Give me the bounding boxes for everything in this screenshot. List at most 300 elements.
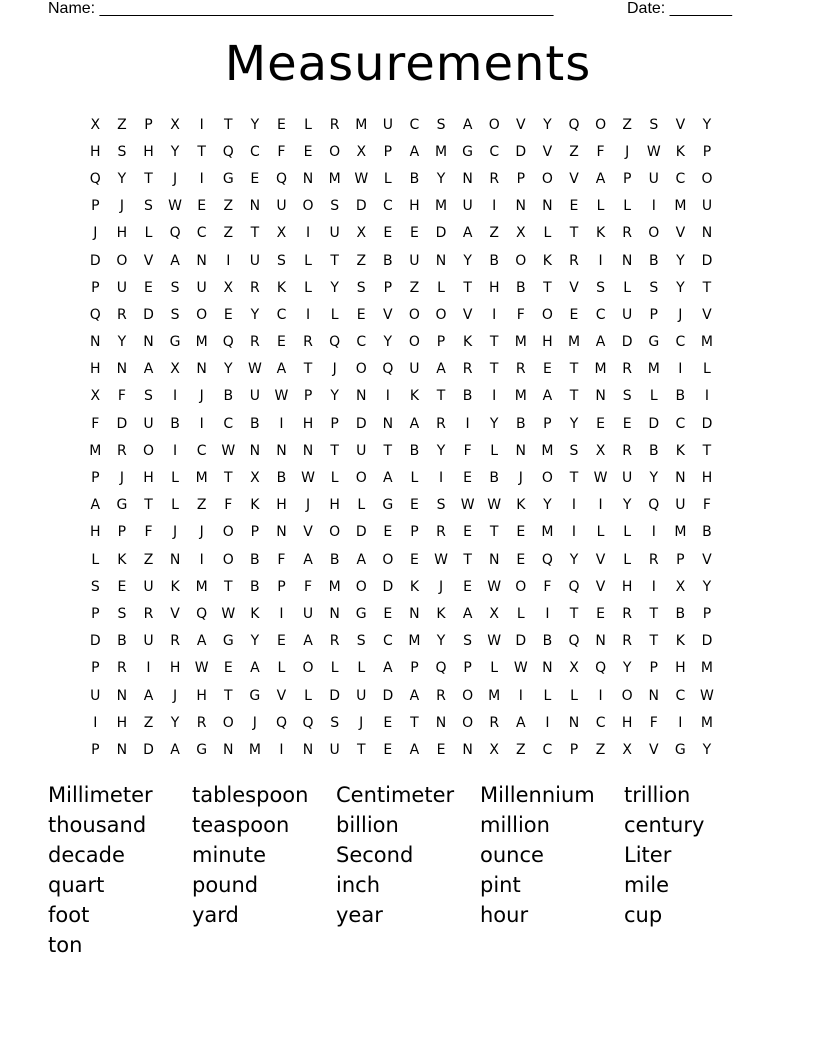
grid-letter[interactable]: B: [489, 470, 499, 487]
grid-letter[interactable]: Q: [568, 578, 580, 595]
grid-letter[interactable]: E: [463, 524, 473, 541]
grid-letter[interactable]: C: [675, 687, 686, 704]
grid-letter[interactable]: O: [408, 334, 420, 351]
grid-letter[interactable]: O: [222, 714, 234, 731]
grid-letter[interactable]: N: [435, 252, 447, 269]
grid-letter[interactable]: S: [144, 388, 153, 405]
grid-letter[interactable]: A: [409, 741, 420, 758]
grid-letter[interactable]: B: [276, 470, 287, 487]
grid-letter[interactable]: I: [651, 578, 656, 595]
grid-letter[interactable]: O: [488, 116, 500, 133]
grid-letter[interactable]: G: [462, 143, 474, 160]
grid-letter[interactable]: T: [489, 334, 499, 351]
grid-letter[interactable]: C: [542, 741, 553, 758]
grid-letter[interactable]: I: [704, 388, 710, 405]
grid-letter[interactable]: E: [277, 633, 286, 650]
grid-letter[interactable]: P: [702, 143, 712, 160]
grid-letter[interactable]: N: [648, 687, 659, 704]
grid-letter[interactable]: X: [489, 741, 499, 758]
grid-letter[interactable]: M: [567, 334, 581, 351]
grid-letter[interactable]: F: [304, 578, 313, 595]
grid-letter[interactable]: U: [302, 605, 314, 622]
grid-letter[interactable]: L: [543, 225, 552, 242]
grid-letter[interactable]: K: [250, 605, 260, 622]
grid-letter[interactable]: C: [382, 633, 393, 650]
grid-letter[interactable]: O: [142, 442, 154, 459]
grid-letter[interactable]: P: [91, 605, 100, 622]
grid-letter[interactable]: S: [117, 605, 127, 622]
grid-letter[interactable]: J: [359, 714, 364, 731]
grid-letter[interactable]: I: [492, 388, 497, 405]
grid-letter[interactable]: R: [329, 633, 340, 650]
grid-letter[interactable]: G: [355, 605, 367, 622]
grid-letter[interactable]: N: [675, 470, 686, 487]
grid-letter[interactable]: O: [541, 306, 553, 323]
grid-letter[interactable]: E: [250, 170, 260, 187]
grid-letter[interactable]: P: [144, 116, 153, 133]
grid-letter[interactable]: T: [356, 741, 366, 758]
grid-letter[interactable]: M: [488, 687, 501, 704]
grid-letter[interactable]: U: [143, 415, 154, 432]
grid-letter[interactable]: W: [487, 633, 502, 650]
grid-letter[interactable]: P: [463, 660, 472, 677]
grid-letter[interactable]: I: [465, 415, 470, 432]
grid-letter[interactable]: G: [196, 741, 208, 758]
grid-letter[interactable]: E: [223, 660, 233, 677]
grid-letter[interactable]: L: [623, 198, 632, 215]
grid-letter[interactable]: Q: [382, 361, 394, 378]
grid-letter[interactable]: E: [144, 279, 153, 296]
grid-letter[interactable]: K: [170, 578, 180, 595]
grid-letter[interactable]: P: [649, 660, 658, 677]
grid-letter[interactable]: Y: [543, 116, 552, 133]
grid-letter[interactable]: L: [304, 687, 312, 704]
grid-letter[interactable]: O: [462, 687, 474, 704]
grid-letter[interactable]: D: [355, 415, 367, 432]
grid-letter[interactable]: B: [702, 524, 712, 541]
grid-letter[interactable]: Z: [409, 279, 420, 296]
grid-letter[interactable]: B: [170, 415, 180, 432]
grid-letter[interactable]: B: [250, 578, 260, 595]
grid-letter[interactable]: L: [330, 660, 339, 677]
grid-letter[interactable]: M: [248, 741, 261, 758]
grid-letter[interactable]: P: [702, 605, 712, 622]
grid-letter[interactable]: I: [492, 306, 497, 323]
grid-letter[interactable]: N: [621, 252, 633, 269]
grid-letter[interactable]: N: [595, 388, 606, 405]
grid-letter[interactable]: O: [648, 225, 660, 242]
grid-letter[interactable]: C: [675, 170, 686, 187]
grid-letter[interactable]: D: [355, 198, 367, 215]
grid-letter[interactable]: Q: [89, 170, 101, 187]
grid-letter[interactable]: O: [595, 116, 607, 133]
grid-letter[interactable]: A: [516, 714, 526, 731]
grid-letter[interactable]: Z: [356, 252, 367, 269]
grid-letter[interactable]: A: [462, 225, 473, 242]
grid-letter[interactable]: L: [623, 279, 632, 296]
grid-letter[interactable]: G: [249, 687, 261, 704]
grid-letter[interactable]: M: [328, 578, 341, 595]
grid-letter[interactable]: B: [329, 551, 340, 568]
grid-letter[interactable]: K: [276, 279, 287, 296]
grid-letter[interactable]: E: [383, 225, 393, 242]
grid-letter[interactable]: R: [143, 605, 154, 622]
grid-letter[interactable]: N: [329, 605, 340, 622]
grid-letter[interactable]: R: [249, 334, 260, 351]
grid-letter[interactable]: A: [90, 497, 101, 514]
grid-letter[interactable]: R: [117, 660, 127, 677]
grid-letter[interactable]: J: [518, 470, 523, 487]
grid-letter[interactable]: I: [385, 388, 390, 405]
grid-letter[interactable]: N: [116, 361, 128, 378]
grid-letter[interactable]: I: [226, 252, 231, 269]
grid-letter[interactable]: M: [89, 442, 102, 459]
grid-letter[interactable]: Y: [676, 279, 685, 296]
grid-letter[interactable]: V: [303, 524, 313, 541]
grid-letter[interactable]: G: [222, 633, 234, 650]
grid-letter[interactable]: B: [675, 605, 686, 622]
grid-letter[interactable]: W: [487, 578, 502, 595]
grid-letter[interactable]: T: [649, 605, 659, 622]
grid-letter[interactable]: H: [701, 470, 713, 487]
grid-letter[interactable]: Y: [330, 279, 339, 296]
grid-letter[interactable]: I: [571, 524, 577, 541]
grid-letter[interactable]: P: [383, 279, 393, 296]
grid-letter[interactable]: Z: [196, 497, 207, 514]
grid-letter[interactable]: S: [277, 252, 286, 269]
grid-letter[interactable]: L: [304, 252, 312, 269]
grid-letter[interactable]: K: [675, 143, 685, 160]
grid-letter[interactable]: T: [702, 442, 712, 459]
grid-letter[interactable]: M: [700, 660, 713, 677]
grid-letter[interactable]: M: [195, 578, 208, 595]
grid-letter[interactable]: Y: [702, 578, 712, 595]
grid-letter[interactable]: B: [515, 279, 526, 296]
grid-letter[interactable]: Z: [622, 116, 632, 133]
grid-letter[interactable]: F: [649, 714, 658, 731]
grid-letter[interactable]: I: [678, 361, 683, 378]
grid-letter[interactable]: E: [356, 306, 366, 323]
grid-letter[interactable]: S: [170, 306, 180, 323]
grid-letter[interactable]: R: [436, 415, 446, 432]
grid-letter[interactable]: B: [675, 388, 686, 405]
grid-letter[interactable]: O: [515, 578, 527, 595]
grid-letter[interactable]: N: [488, 551, 500, 568]
grid-letter[interactable]: K: [516, 497, 526, 514]
grid-letter[interactable]: M: [700, 714, 713, 731]
grid-letter[interactable]: A: [276, 361, 287, 378]
grid-letter[interactable]: J: [173, 687, 178, 704]
grid-letter[interactable]: B: [648, 252, 659, 269]
grid-letter[interactable]: S: [117, 143, 127, 160]
grid-letter[interactable]: E: [277, 116, 286, 133]
grid-letter[interactable]: I: [279, 741, 284, 758]
grid-letter[interactable]: Q: [169, 225, 181, 242]
grid-letter[interactable]: T: [569, 470, 579, 487]
grid-letter[interactable]: E: [303, 143, 313, 160]
grid-letter[interactable]: J: [625, 143, 630, 160]
grid-letter[interactable]: L: [623, 524, 632, 541]
grid-letter[interactable]: A: [170, 741, 180, 758]
grid-letter[interactable]: R: [462, 361, 473, 378]
grid-letter[interactable]: T: [223, 470, 233, 487]
grid-letter[interactable]: E: [569, 198, 579, 215]
grid-letter[interactable]: R: [569, 252, 579, 269]
grid-letter[interactable]: I: [199, 551, 204, 568]
grid-letter[interactable]: J: [173, 170, 178, 187]
grid-letter[interactable]: T: [223, 687, 233, 704]
grid-letter[interactable]: T: [144, 497, 153, 514]
grid-letter[interactable]: T: [463, 279, 472, 296]
grid-letter[interactable]: E: [117, 578, 127, 595]
grid-letter[interactable]: H: [90, 361, 101, 378]
grid-letter[interactable]: C: [196, 442, 207, 459]
grid-letter[interactable]: I: [598, 687, 603, 704]
grid-letter[interactable]: M: [514, 334, 527, 351]
grid-letter[interactable]: U: [356, 442, 367, 459]
grid-letter[interactable]: L: [304, 116, 312, 133]
grid-letter[interactable]: L: [490, 660, 499, 677]
grid-letter[interactable]: S: [463, 633, 473, 650]
grid-letter[interactable]: P: [410, 524, 419, 541]
grid-letter[interactable]: A: [462, 116, 473, 133]
grid-letter[interactable]: N: [143, 334, 154, 351]
grid-letter[interactable]: F: [596, 143, 605, 160]
grid-letter[interactable]: N: [276, 442, 287, 459]
grid-letter[interactable]: I: [173, 442, 178, 459]
grid-letter[interactable]: C: [675, 415, 686, 432]
grid-letter[interactable]: V: [648, 741, 659, 758]
grid-letter[interactable]: Y: [117, 170, 127, 187]
grid-letter[interactable]: C: [409, 116, 420, 133]
grid-letter[interactable]: P: [543, 415, 552, 432]
grid-letter[interactable]: M: [434, 143, 448, 160]
grid-letter[interactable]: O: [355, 361, 367, 378]
grid-letter[interactable]: L: [383, 170, 392, 187]
grid-letter[interactable]: H: [621, 578, 633, 595]
grid-letter[interactable]: G: [222, 170, 234, 187]
grid-letter[interactable]: R: [622, 605, 633, 622]
grid-letter[interactable]: H: [675, 660, 686, 677]
grid-letter[interactable]: R: [117, 442, 127, 459]
grid-letter[interactable]: C: [276, 306, 287, 323]
grid-letter[interactable]: I: [492, 198, 497, 215]
grid-letter[interactable]: W: [274, 388, 289, 405]
grid-letter[interactable]: D: [89, 633, 101, 650]
grid-letter[interactable]: C: [249, 143, 260, 160]
grid-letter[interactable]: S: [622, 388, 632, 405]
grid-letter[interactable]: Q: [275, 170, 287, 187]
grid-letter[interactable]: I: [545, 605, 550, 622]
grid-letter[interactable]: W: [460, 497, 475, 514]
grid-letter[interactable]: T: [489, 524, 499, 541]
grid-letter[interactable]: C: [223, 415, 234, 432]
grid-letter[interactable]: B: [648, 442, 659, 459]
grid-letter[interactable]: U: [143, 633, 154, 650]
grid-letter[interactable]: E: [383, 524, 393, 541]
grid-letter[interactable]: W: [513, 660, 528, 677]
grid-letter[interactable]: M: [674, 524, 687, 541]
grid-letter[interactable]: P: [569, 741, 579, 758]
grid-letter[interactable]: Y: [436, 170, 446, 187]
grid-letter[interactable]: R: [249, 279, 260, 296]
grid-letter[interactable]: O: [302, 660, 314, 677]
grid-letter[interactable]: E: [409, 497, 419, 514]
grid-letter[interactable]: E: [197, 198, 207, 215]
grid-letter[interactable]: U: [409, 252, 420, 269]
grid-letter[interactable]: C: [196, 225, 207, 242]
grid-letter[interactable]: E: [463, 578, 473, 595]
grid-letter[interactable]: P: [117, 524, 127, 541]
grid-letter[interactable]: S: [596, 279, 606, 296]
grid-letter[interactable]: L: [649, 388, 658, 405]
grid-letter[interactable]: N: [462, 741, 473, 758]
grid-letter[interactable]: A: [303, 551, 313, 568]
grid-letter[interactable]: E: [596, 415, 605, 432]
grid-letter[interactable]: A: [250, 660, 260, 677]
grid-letter[interactable]: P: [91, 279, 100, 296]
grid-letter[interactable]: E: [277, 334, 286, 351]
grid-letter[interactable]: E: [516, 524, 526, 541]
grid-letter[interactable]: I: [598, 497, 603, 514]
grid-letter[interactable]: L: [490, 442, 499, 459]
grid-letter[interactable]: Y: [676, 252, 685, 269]
grid-letter[interactable]: N: [542, 198, 553, 215]
grid-letter[interactable]: Q: [275, 714, 287, 731]
grid-letter[interactable]: I: [93, 714, 98, 731]
grid-letter[interactable]: K: [463, 334, 473, 351]
grid-letter[interactable]: S: [436, 497, 446, 514]
grid-letter[interactable]: I: [545, 714, 550, 731]
grid-letter[interactable]: V: [542, 143, 553, 160]
grid-letter[interactable]: J: [305, 497, 311, 514]
grid-letter[interactable]: I: [651, 198, 656, 215]
grid-letter[interactable]: C: [489, 143, 500, 160]
grid-letter[interactable]: U: [356, 687, 367, 704]
grid-letter[interactable]: X: [595, 442, 606, 459]
grid-letter[interactable]: U: [249, 388, 260, 405]
grid-letter[interactable]: K: [675, 633, 685, 650]
grid-letter[interactable]: L: [357, 660, 366, 677]
grid-letter[interactable]: M: [514, 388, 527, 405]
grid-letter[interactable]: B: [223, 388, 234, 405]
grid-letter[interactable]: S: [649, 279, 659, 296]
grid-letter[interactable]: E: [409, 551, 419, 568]
grid-letter[interactable]: T: [543, 279, 552, 296]
grid-letter[interactable]: F: [277, 551, 286, 568]
grid-letter[interactable]: A: [143, 687, 154, 704]
grid-letter[interactable]: A: [383, 470, 393, 487]
grid-letter[interactable]: L: [623, 551, 632, 568]
grid-letter[interactable]: B: [542, 633, 553, 650]
grid-letter[interactable]: O: [621, 687, 633, 704]
grid-letter[interactable]: I: [518, 687, 523, 704]
grid-letter[interactable]: G: [116, 497, 128, 514]
grid-letter[interactable]: L: [437, 279, 445, 296]
grid-letter[interactable]: H: [542, 334, 553, 351]
grid-letter[interactable]: R: [489, 170, 500, 187]
grid-letter[interactable]: X: [90, 116, 101, 133]
grid-letter[interactable]: M: [195, 470, 208, 487]
grid-letter[interactable]: H: [409, 198, 420, 215]
grid-letter[interactable]: W: [354, 170, 369, 187]
grid-letter[interactable]: H: [196, 687, 207, 704]
grid-letter[interactable]: P: [303, 388, 313, 405]
grid-letter[interactable]: P: [250, 524, 260, 541]
grid-letter[interactable]: M: [408, 633, 421, 650]
grid-letter[interactable]: Y: [250, 306, 260, 323]
grid-letter[interactable]: O: [382, 551, 394, 568]
grid-letter[interactable]: O: [541, 170, 553, 187]
grid-letter[interactable]: U: [382, 116, 393, 133]
grid-letter[interactable]: L: [91, 551, 100, 568]
grid-letter[interactable]: A: [409, 143, 420, 160]
grid-letter[interactable]: R: [648, 551, 659, 568]
grid-letter[interactable]: T: [223, 116, 233, 133]
grid-letter[interactable]: C: [595, 714, 606, 731]
grid-letter[interactable]: T: [410, 714, 419, 731]
grid-letter[interactable]: D: [329, 687, 341, 704]
grid-letter[interactable]: O: [222, 524, 234, 541]
grid-letter[interactable]: I: [571, 497, 577, 514]
grid-letter[interactable]: S: [649, 116, 659, 133]
grid-letter[interactable]: F: [277, 143, 286, 160]
grid-letter[interactable]: X: [276, 225, 287, 242]
grid-letter[interactable]: D: [701, 633, 713, 650]
grid-letter[interactable]: N: [116, 687, 128, 704]
grid-letter[interactable]: V: [462, 306, 473, 323]
grid-letter[interactable]: S: [170, 279, 180, 296]
grid-letter[interactable]: Y: [330, 388, 339, 405]
grid-letter[interactable]: W: [700, 687, 714, 704]
grid-letter[interactable]: H: [488, 279, 500, 296]
grid-letter[interactable]: L: [277, 660, 286, 677]
grid-letter[interactable]: M: [434, 198, 448, 215]
grid-letter[interactable]: N: [515, 198, 527, 215]
grid-letter[interactable]: C: [675, 334, 686, 351]
grid-letter[interactable]: T: [330, 252, 339, 269]
grid-letter[interactable]: Q: [648, 497, 660, 514]
grid-letter[interactable]: M: [355, 116, 368, 133]
grid-letter[interactable]: N: [435, 714, 447, 731]
grid-letter[interactable]: Q: [196, 605, 208, 622]
grid-letter[interactable]: X: [250, 470, 260, 487]
grid-letter[interactable]: Q: [302, 714, 314, 731]
grid-letter[interactable]: F: [543, 578, 552, 595]
grid-letter[interactable]: E: [622, 415, 632, 432]
grid-letter[interactable]: T: [489, 361, 499, 378]
grid-letter[interactable]: V: [569, 170, 579, 187]
grid-letter[interactable]: A: [436, 361, 446, 378]
grid-letter[interactable]: U: [329, 741, 340, 758]
grid-letter[interactable]: J: [93, 225, 98, 242]
grid-letter[interactable]: X: [170, 116, 180, 133]
grid-letter[interactable]: O: [435, 306, 447, 323]
grid-letter[interactable]: O: [355, 470, 367, 487]
grid-letter[interactable]: E: [542, 361, 552, 378]
grid-letter[interactable]: Y: [383, 334, 393, 351]
grid-letter[interactable]: D: [701, 252, 713, 269]
grid-letter[interactable]: O: [541, 470, 553, 487]
grid-letter[interactable]: P: [330, 415, 339, 432]
grid-letter[interactable]: B: [489, 252, 499, 269]
grid-letter[interactable]: X: [356, 225, 367, 242]
grid-letter[interactable]: Y: [622, 660, 632, 677]
grid-letter[interactable]: A: [303, 633, 313, 650]
grid-letter[interactable]: E: [383, 605, 393, 622]
grid-letter[interactable]: E: [383, 714, 393, 731]
grid-letter[interactable]: A: [409, 415, 420, 432]
